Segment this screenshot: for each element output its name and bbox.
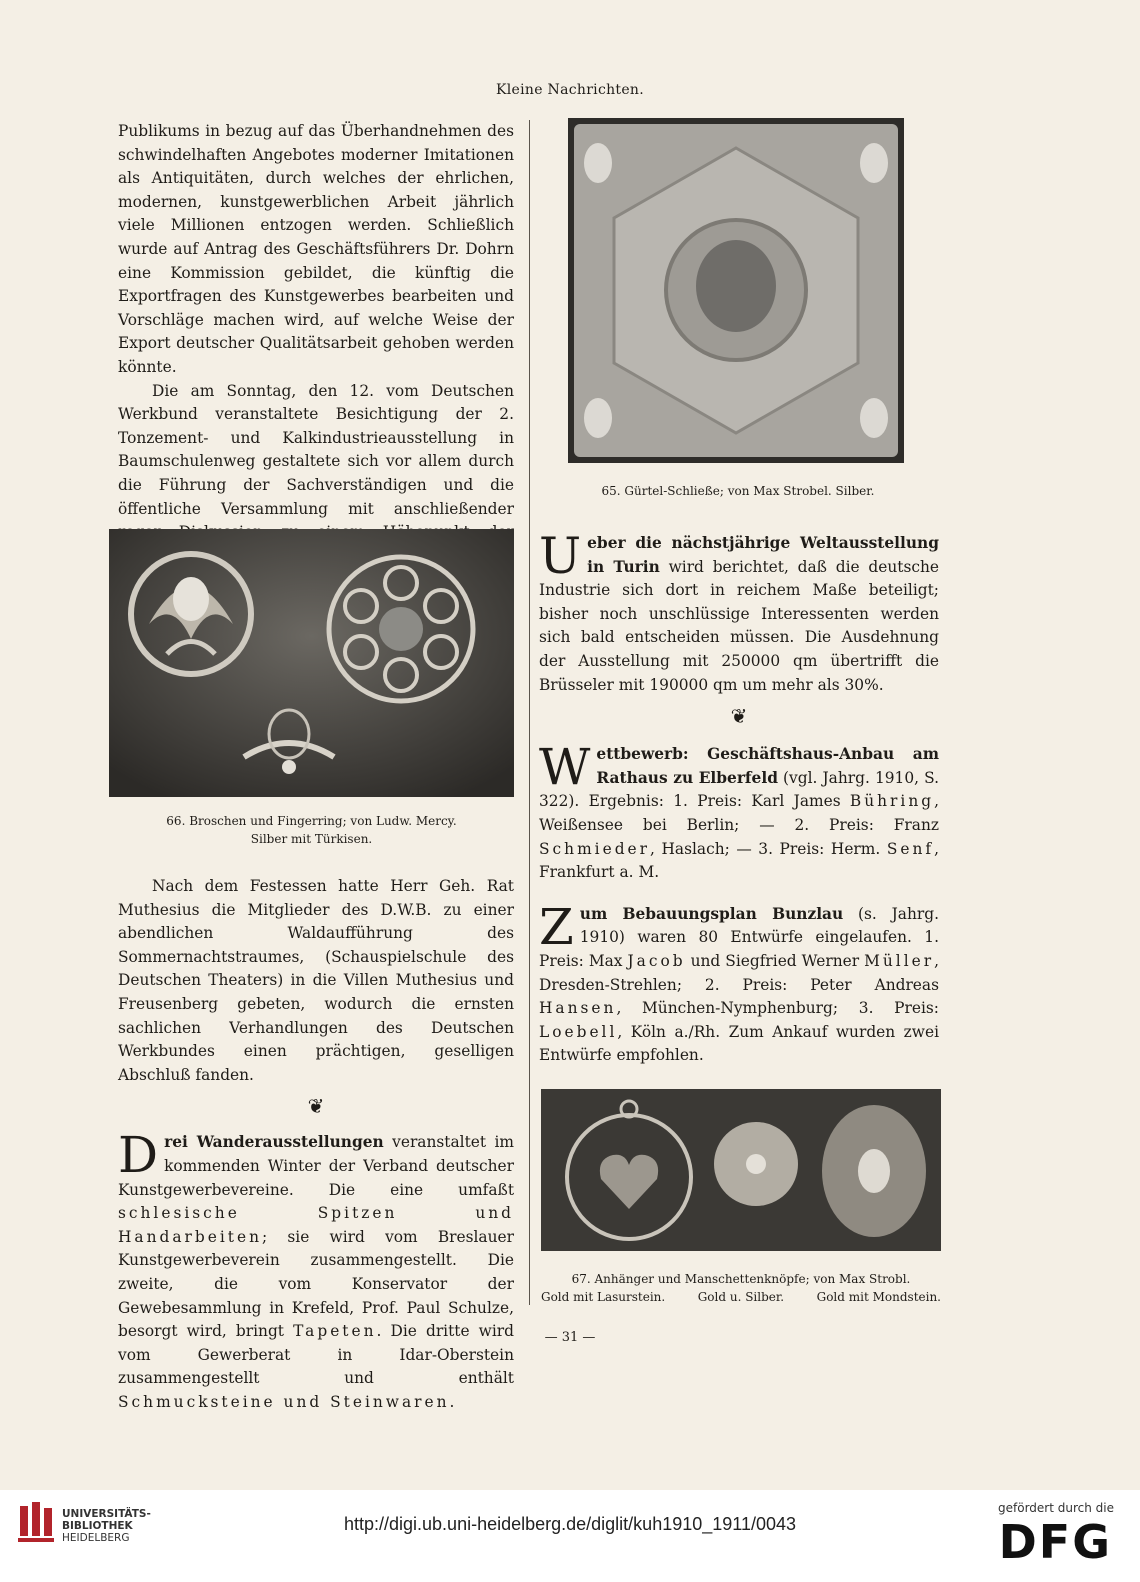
section-bunzlau: Zum Bebauungsplan Bunzlau (s. Jahrg. 1910) waren 80 Entwürfe eingelaufen. 1. Preis: Max Jacob und Siegfried Werner Müller, Dresden-Strehlen; 2. Preis: Peter Andreas Hansen, München-Nymphenburg; 3. Preis: Loebell, Köln a./Rh. Zum Ankauf wurden zwei Entwürfe empfohlen.: [539, 897, 939, 1065]
belt-buckle-image: [568, 118, 904, 463]
bunzlau-title: um Bebauungsplan Bunzlau: [579, 904, 844, 923]
ornament-left: ❦: [307, 1094, 325, 1119]
ornament-right: ❦: [730, 704, 748, 729]
turin-title: eber die nächstjährige Weltausstellung in Turin: [587, 534, 939, 576]
figure-67-photo: [541, 1089, 941, 1251]
caption-66-line2: Silber mit Türkisen.: [250, 832, 373, 846]
caption-67-line2: Gold mit Lasurstein. Gold u. Silber. Gold mit Mondstein.: [541, 1290, 941, 1304]
cufflink-oval: [822, 1105, 926, 1237]
section-wanderausstellungen: Drei Wanderausstellungen veranstaltet im kommenden Winter der Verband deutscher Kunstgewerbevereine. Die eine umfaßt schlesische Spitzen und Handarbeiten; sie wird vom Breslauer Kunstgewerbeverein zusammengestellt. Die zweite, die vom Konservator der Gewebesammlung in Krefeld, Prof. Paul Schulze, besorgt wird, bringt Tapeten. Die dritte wird vom Gewerberat in Idar-Oberstein zusammengestellt und enthält Schmucksteine und Steinwaren.: [118, 1126, 514, 1411]
left-column-top: [118, 120, 514, 568]
wettbewerb-title: ettbewerb: Geschäftshaus-Anbau am Rathaus zu Elberfeld: [596, 745, 939, 787]
cufflink-small: [714, 1122, 798, 1206]
figure-65-photo: [568, 118, 904, 463]
dropcap-u: U: [539, 527, 582, 585]
page-number: — 31 —: [544, 1330, 596, 1345]
figure-66-photo: [109, 529, 514, 797]
dropcap-w: W: [539, 738, 591, 797]
wander-title: rei Wanderausstellungen: [164, 1133, 384, 1152]
paragraph-festessen: Nach dem Festessen hatte Herr Geh. Rat Muthesius die Mitglieder des D.W.B. zu einer abendlichen Waldaufführung des Sommernachtstraumes, (Schauspielschule des Deutschen Theaters) in die Villen Muthesius und Freusenberg gebeten, wodurch die ernsten sachlichen Verhandlungen des Deutschen Werkbundes einen prächtigen, geselligen Abschluß fanden.: [118, 877, 514, 1084]
section-turin: Ueber die nächstjährige Weltausstellung in Turin wird berichtet, daß die deutsche Industrie sich dort in reichem Maße beteiligt; bisher noch unschlüssige Interessenten werden sich bald entscheiden müssen. Die Ausdehnung der Ausstellung mit 250000 qm übertrifft die Brüsseler mit 190000 qm um mehr als 30%.: [539, 527, 939, 694]
paragraph-besichtigung: Die am Sonntag, den 12. vom Deutschen Werkbund veranstaltete Besichtigung der 2. Tonzement- und Kalkindustrieausstellung in Baumschulenweg gestaltete sich vor allem durch die Führung der Sachverständigen und die öffentliche Versammlung mit anschließender: [118, 381, 514, 518]
pendant-and-cufflinks-image: [541, 1089, 941, 1251]
brooches-and-ring-image: [109, 529, 514, 797]
footer-bar: [0, 1490, 1140, 1582]
figure-65-caption: 65. Gürtel-Schließe; von Max Strobel. Silber.: [601, 484, 875, 498]
library-name: UNIVERSITÄTS- BIBLIOTHEK HEIDELBERG: [62, 1508, 151, 1544]
funded-by-label: gefördert durch die: [998, 1501, 1114, 1515]
running-title: Kleine Nachrichten.: [495, 82, 644, 98]
caption-66-line1: 66. Broschen und Fingerring; von Ludw. Mercy.: [166, 814, 457, 828]
permalink-url[interactable]: http://digi.ub.uni-heidelberg.de/diglit/kuh1910_1911/0043: [343, 1514, 797, 1534]
right-column-text: [539, 527, 939, 1068]
dfg-logo: DFG: [998, 1515, 1112, 1569]
caption-67-line1: 67. Anhänger und Manschettenknöpfe; von Max Strobl.: [571, 1272, 911, 1286]
column-rule: [529, 120, 530, 1305]
dropcap-z: Z: [539, 897, 574, 956]
figure-66-caption: [109, 812, 514, 848]
paragraph-export: Publikums in bezug auf das Überhandnehmen des schwindelhaften Angebotes moderner Imitationen als Antiquitäten, durch welches der ehrlichen, modernen, kunstgewerblichen Arbeit jährlich viele Millionen entzogen werden. Schließlich wurde auf Antrag des Geschäftsführers Dr. Dohrn eine Kommission gebildet, die künftig die Exportfragen des Kunstgewerbes bearbeiten und Vorschläge machen wird, auf welche Weise der Export deutscher Qualitätsarbeit gehoben werden könnte.: [118, 122, 514, 376]
section-wettbewerb: Wettbewerb: Geschäftshaus-Anbau am Rathaus zu Elberfeld (vgl. Jahrg. 1910, S. 322). Ergebnis: 1. Preis: Karl James Bühring, Weißensee bei Berlin; — 2. Preis: Franz Schmieder, Haslach; — 3. Preis: Herm. Senf, Frankfurt a. M.: [539, 738, 939, 882]
figure-67-caption: [541, 1270, 941, 1306]
dropcap-d: D: [118, 1126, 159, 1185]
